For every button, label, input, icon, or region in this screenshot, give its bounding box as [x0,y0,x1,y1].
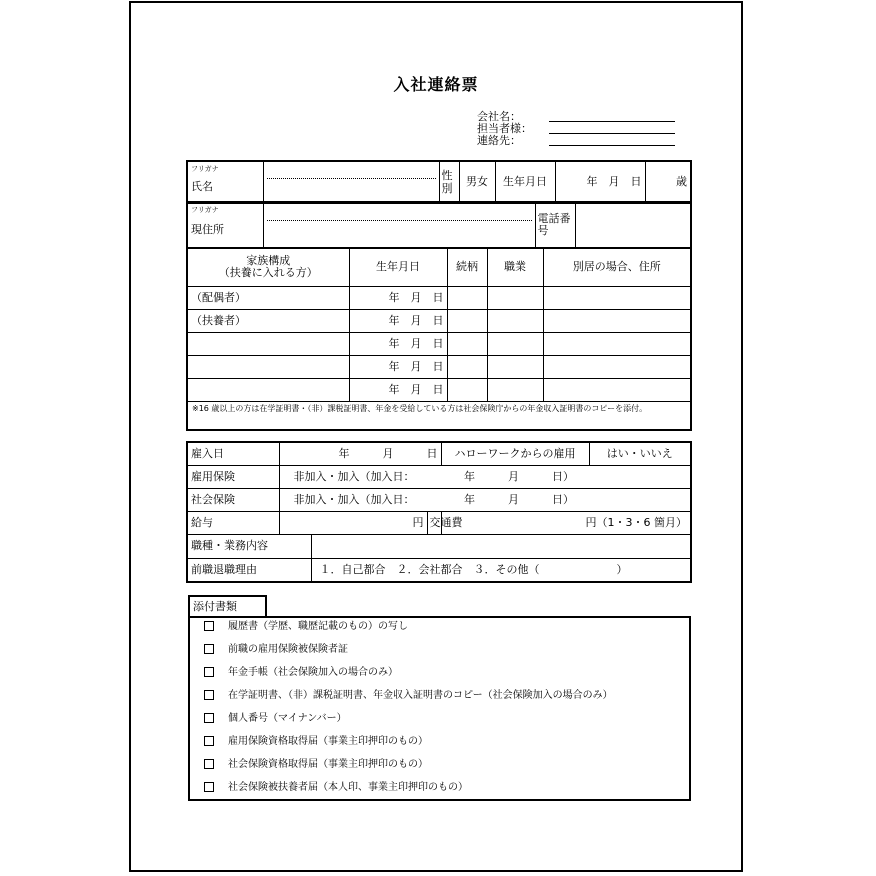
company-block [477,111,687,151]
job-value[interactable] [311,534,691,558]
family-table [186,247,692,431]
gender-options[interactable]: 男女 [459,161,495,203]
list-item [204,759,428,771]
phone-input[interactable] [575,202,691,248]
transport-label: 交通費 [427,511,441,534]
social-insurance-value[interactable]: 非加入・加入（加入日： 年 月 日） [279,488,691,511]
company-name-label: 会社名： [477,110,521,123]
job-label: 職種・業務内容 [187,534,311,558]
personal-address-table [186,201,692,249]
furigana-dotline [267,178,436,179]
social-insurance-label: 社会保険 [187,488,279,511]
company-name-line[interactable] [549,121,675,122]
employment-insurance-value[interactable]: 非加入・加入（加入日： 年 月 日） [279,465,691,488]
family-relation[interactable] [447,355,487,378]
family-birthdate[interactable]: 年 月 日 [349,355,447,378]
attachment-label: 社会保険被扶養者届（本人印、事業主印押印のもの） [228,782,468,793]
checkbox[interactable] [204,667,214,677]
hellowork-value[interactable]: はい・いいえ [589,442,691,465]
birthdate-label: 生年月日 [495,161,555,203]
form-title: 入社連絡票 [393,75,479,94]
attachment-label: 年金手帳（社会保険加入の場合のみ） [228,667,398,678]
checkbox[interactable] [204,644,214,654]
birthdate-value[interactable]: 年 月 日 [555,161,645,203]
retire-value[interactable]: １．自己都合 ２．会社都合 ３．その他（ ） [311,558,691,582]
hire-date-label: 雇入日 [187,442,279,465]
list-item [204,736,428,748]
hire-date-value[interactable]: 年 月 日 [279,442,441,465]
employment-insurance-label: 雇用保険 [187,465,279,488]
family-address[interactable] [543,286,691,309]
family-birthdate[interactable]: 年 月 日 [349,309,447,332]
list-item [204,690,613,702]
family-relation[interactable] [447,378,487,401]
checkbox[interactable] [204,736,214,746]
table-row [187,286,691,309]
list-item [204,667,398,679]
family-header-relation: 続柄 [447,248,487,286]
list-item [204,782,468,794]
family-job[interactable] [487,355,543,378]
address-label-cell [187,202,263,248]
list-item [204,621,408,633]
list-item [204,644,348,656]
checkbox[interactable] [204,782,214,792]
attachments-box [188,616,691,801]
gender-label: 性別 [439,161,459,203]
transport-value[interactable]: 円（1・3・6 箇月） [441,511,691,534]
employment-table [186,441,692,583]
family-address[interactable] [543,378,691,401]
family-header-address: 別居の場合、住所 [543,248,691,286]
table-row [187,355,691,378]
checkbox[interactable] [204,621,214,631]
hellowork-label: ハローワークからの雇用 [441,442,589,465]
attachment-label: 履歴書（学歴、職歴記載のもの）の写し [228,621,408,632]
name-label: 氏名 [191,180,213,193]
family-member[interactable] [187,355,349,378]
salary-value[interactable]: 円 [279,511,427,534]
table-row [187,378,691,401]
name-label-cell [187,161,263,203]
phone-label: 電話番号 [535,202,575,248]
family-member[interactable] [187,332,349,355]
checkbox[interactable] [204,759,214,769]
family-header-birthdate: 生年月日 [349,248,447,286]
personal-name-table [186,160,692,204]
list-item [204,713,347,725]
family-header-job: 職業 [487,248,543,286]
family-job[interactable] [487,332,543,355]
family-job[interactable] [487,286,543,309]
family-address[interactable] [543,309,691,332]
family-member[interactable]: （扶養者） [187,309,349,332]
family-member[interactable] [187,378,349,401]
person-line[interactable] [549,133,675,134]
attachment-label: 在学証明書、（非）課税証明書、年金収入証明書のコピー（社会保険加入の場合のみ） [228,690,613,701]
table-row [187,332,691,355]
checkbox[interactable] [204,690,214,700]
table-row [187,309,691,332]
family-header-row [187,248,691,286]
form-page [129,1,743,872]
family-birthdate[interactable]: 年 月 日 [349,378,447,401]
furigana-label-2: フリガナ [191,206,219,214]
retire-label: 前職退職理由 [187,558,311,582]
address-furigana-dotline [267,220,532,221]
family-address[interactable] [543,332,691,355]
family-header-member: 家族構成 （扶養に入れる方） [187,248,349,286]
family-relation[interactable] [447,309,487,332]
contact-label: 連絡先： [477,134,521,147]
family-address[interactable] [543,355,691,378]
name-input-cell[interactable] [263,161,439,203]
person-label: 担当者様： [477,122,532,135]
attachment-label: 社会保険資格取得届（事業主印押印のもの） [228,759,428,770]
family-note: ※16 歳以上の方は在学証明書・（非）課税証明書、年金を受給している方は社会保険庁からの年金収入証明書のコピーを添付。 [187,401,691,430]
attachments-label: 添付書類 [188,595,267,617]
family-member[interactable]: （配偶者） [187,286,349,309]
attachment-label: 雇用保険資格取得届（事業主印押印のもの） [228,736,428,747]
family-job[interactable] [487,378,543,401]
attachment-label: 個人番号（マイナンバー） [228,713,347,724]
family-birthdate[interactable]: 年 月 日 [349,286,447,309]
age-cell[interactable]: 歳 [645,161,691,203]
checkbox[interactable] [204,713,214,723]
attachment-label: 前職の雇用保険被保険者証 [228,644,348,655]
family-relation[interactable] [447,332,487,355]
address-label: 現住所 [191,223,224,236]
address-input-cell[interactable] [263,202,535,248]
contact-line[interactable] [549,145,675,146]
furigana-label: フリガナ [191,165,219,173]
family-birthdate[interactable]: 年 月 日 [349,332,447,355]
family-relation[interactable] [447,286,487,309]
salary-label: 給与 [187,511,279,534]
family-job[interactable] [487,309,543,332]
